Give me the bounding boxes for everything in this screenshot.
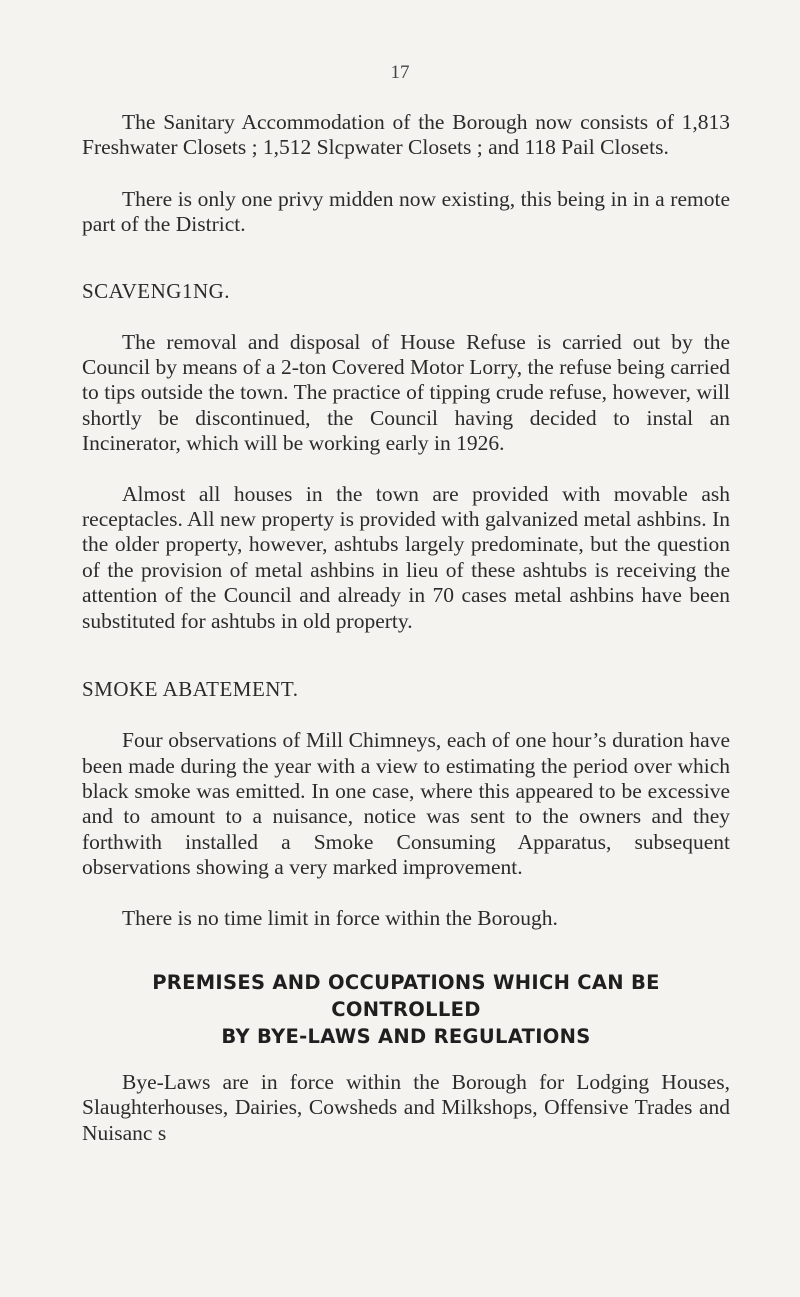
premises-heading-line-2: BY BYE-LAWS AND REGULATIONS xyxy=(221,1024,591,1048)
page-number: 17 xyxy=(390,62,410,83)
paragraph-privy-midden: There is only one privy midden now existing, this being in in a remote part of the District. xyxy=(82,186,730,237)
paragraph-chimney-observations: Four observations of Mill Chimneys, each of one hour’s duration have been made during the year with a view to estimating the period over which black smoke was emitted. In one case, where this appeared to be excessive and to amount to a nuisance, notice was sent to the owners and they forthwith installed a Smoke Consuming Apparatus, subsequent observations showing a very marked improvement. xyxy=(82,728,730,880)
section-heading-scavenging: SCAVENG1NG. xyxy=(82,278,231,303)
page-content xyxy=(82,110,730,1146)
paragraph-refuse-removal: The removal and disposal of House Refuse is carried out by the Council by means of a 2-ton Covered Motor Lorry, the refuse being carried to tips outside the town. The practice of tipping crude refuse, however, will shortly be discontinued, the Council having decided to instal an Incinerator, which will be working early in 1926. xyxy=(82,329,730,456)
premises-heading-line-1: PREMISES AND OCCUPATIONS WHICH CAN BE CONTROLLED xyxy=(152,970,660,1021)
paragraph-ash-receptacles: Almost all houses in the town are provided with movable ash receptacles. All new property is provided with galvanized metal ashbins. In the older property, however, ashtubs largely predominate, but the question of the provision of metal ashbins in lieu of these ashtubs is receiving the attention of the Council and already in 70 cases metal ashbins have been substituted for ashtubs in old property. xyxy=(82,481,730,633)
paragraph-time-limit: There is no time limit in force within the Borough. xyxy=(122,905,558,930)
paragraph-bye-laws: Bye-Laws are in force within the Borough for Lodging Houses, Slaughterhouses, Dairies, Cowsheds and Milkshops, Offensive Trades and Nuisanc s xyxy=(82,1069,730,1145)
paragraph-sanitary-accommodation: The Sanitary Accommodation of the Borough now consists of 1,813 Freshwater Closets ; 1,512 Slcpwater Closets ; and 118 Pail Closets. xyxy=(82,110,730,160)
section-heading-smoke-abatement: SMOKE ABATEMENT. xyxy=(82,677,299,702)
section-heading-premises xyxy=(82,969,730,1050)
